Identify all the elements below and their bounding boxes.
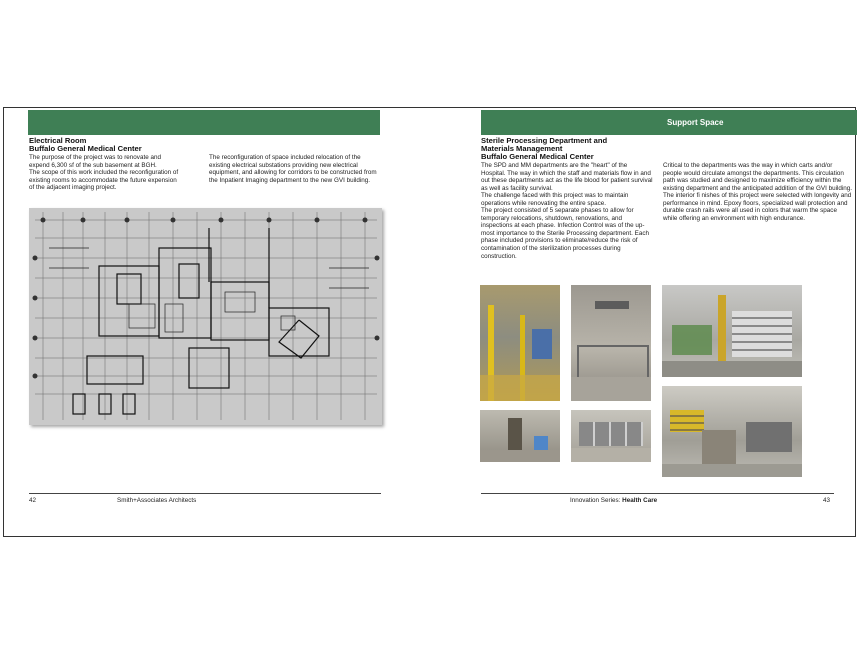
left-col2-para: The reconfiguration of space included relocation of the existing electrical substations providing new electrical equipment, and allowing for corridors to be constructed from the Inpatient Imaging department to the new GVI building. — [209, 154, 377, 184]
photo-sterilizers — [571, 410, 651, 462]
photo-workstation — [480, 410, 560, 462]
left-footer-rule — [29, 493, 381, 494]
right-header-band — [481, 110, 857, 135]
photo-storage-shelves — [662, 285, 802, 377]
photo-corridor — [480, 285, 560, 401]
book-spread — [3, 107, 856, 537]
right-title-line1: Sterile Processing Department and — [481, 136, 608, 145]
right-col2 — [663, 162, 853, 222]
left-heading — [29, 137, 142, 153]
right-title-line2: Materials Management — [481, 144, 563, 153]
left-col1-para: The purpose of the project was to renovate and expend 6,300 sf of the sub basement at BGH. — [29, 154, 161, 169]
footer-series-label: Innovation Series: — [570, 497, 623, 504]
left-page-number: 42 — [29, 497, 37, 504]
left-col1 — [29, 154, 181, 192]
right-footer-rule — [481, 493, 834, 494]
right-footer-series — [570, 497, 657, 504]
left-title: Electrical Room — [29, 136, 87, 145]
left-subtitle: Buffalo General Medical Center — [29, 144, 142, 153]
left-header-band — [28, 110, 380, 135]
right-subtitle: Buffalo General Medical Center — [481, 152, 594, 161]
right-page-number: 43 — [823, 497, 831, 504]
right-col1-para: The SPD and MM departments are the "heart" of the Hospital. The way in which the staff and materials flow in and out these departments act as the life blood for patient survival as well as facility survival. — [481, 162, 653, 192]
right-col1-para: The project consisted of 5 separate phases to allow for temporary relocations, shutdown, renovations, and inspections at each phase. Infection Control was of the up-most importance to the Sterile Processing department. Each phase included provisions to eliminate/reduce the risk of contamination of the sterilization processes during construction. — [481, 207, 649, 260]
left-col2 — [209, 154, 379, 184]
floor-plan-drawing — [29, 208, 382, 425]
right-col2-para: Critical to the departments was the way in which carts and/or people would circulate amongst the departments. This circulation path was studied and designed to maximize efficiency within the existing department and the anticipated addition of the GVI building. The interior fi nishes of this project were selected with longevity and performance in mind. Epoxy floors, specialized wall protection and durable crash rails were all used in colors that warm the space while offering an environment with high endurance. — [663, 162, 853, 222]
photo-cart-room — [571, 285, 651, 401]
left-footer-text: Smith+Associates Architects — [117, 497, 197, 504]
left-col1-para: The scope of this work included the reconfiguration of existing rooms to accommodate the future expension of the adjacent imaging project. — [29, 169, 179, 192]
footer-series-bold: Health Care — [622, 497, 658, 504]
floor-plan-svg — [29, 208, 382, 425]
photo-processing-area — [662, 386, 802, 477]
right-col1 — [481, 162, 653, 260]
right-col1-para: The challenge faced with this project was to maintain operations while renovating the entire space. — [481, 192, 629, 207]
right-heading — [481, 137, 607, 161]
section-label: Support Space — [667, 118, 724, 127]
